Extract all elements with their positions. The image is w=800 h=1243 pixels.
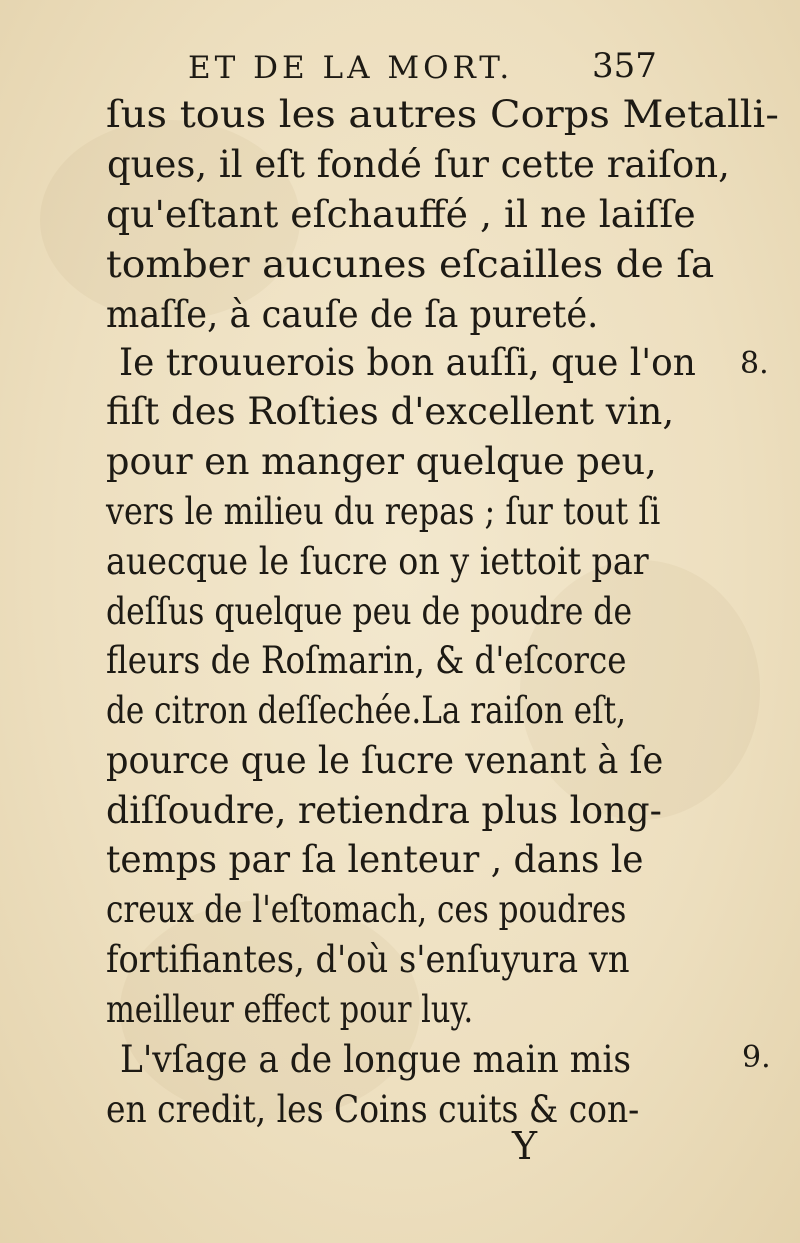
- text-line: auecque le ſucre on y iettoit par: [106, 540, 649, 583]
- text-line: creux de l'eſtomach, ces poudres: [106, 888, 627, 931]
- text-line: qu'eſtant eſchauffé , il ne laiſſe: [106, 193, 696, 236]
- text-line: meilleur effect pour luy.: [106, 988, 474, 1031]
- page-header: [0, 44, 800, 92]
- text-line: pour en manger quelque peu,: [106, 440, 657, 483]
- text-line: pource que le ſucre venant à ſe: [106, 739, 664, 782]
- text-line: de citron deſſechée.La raiſon eſt,: [106, 689, 626, 732]
- text-line: diſſoudre, retiendra plus long-: [106, 789, 662, 832]
- page-number: 357: [592, 46, 657, 86]
- signature-mark: Y: [512, 1124, 538, 1168]
- text-line: en credit, les Coins cuits & con-: [106, 1088, 640, 1131]
- text-line: deſſus quelque peu de poudre de: [106, 590, 633, 633]
- text-line: temps par ſa lenteur , dans le: [106, 838, 644, 881]
- text-line: ſus tous les autres Corps Metalli-: [106, 93, 779, 136]
- text-line: fortifiantes, d'où s'enſuyura vn: [106, 938, 630, 981]
- text-line: fleurs de Roſmarin, & d'eſcorce: [106, 639, 627, 682]
- text-line: tomber aucunes eſcailles de ſa: [106, 243, 715, 286]
- text-line: ques, il eſt fondé ſur cette raiſon,: [107, 143, 730, 186]
- text-line: vers le milieu du repas ; ſur tout ſi: [106, 490, 661, 533]
- running-head: ET DE LA MORT.: [188, 50, 514, 86]
- text-line: fiſt des Roſties d'excellent vin,: [106, 390, 675, 433]
- text-line: L'vſage a de longue main mis: [120, 1038, 632, 1081]
- text-line: Ie trouuerois bon auſſi, que l'on: [119, 341, 696, 384]
- text-line: maſſe, à cauſe de ſa pureté.: [106, 293, 599, 336]
- margin-note-8: 8.: [740, 346, 769, 381]
- margin-note-9: 9.: [742, 1040, 771, 1075]
